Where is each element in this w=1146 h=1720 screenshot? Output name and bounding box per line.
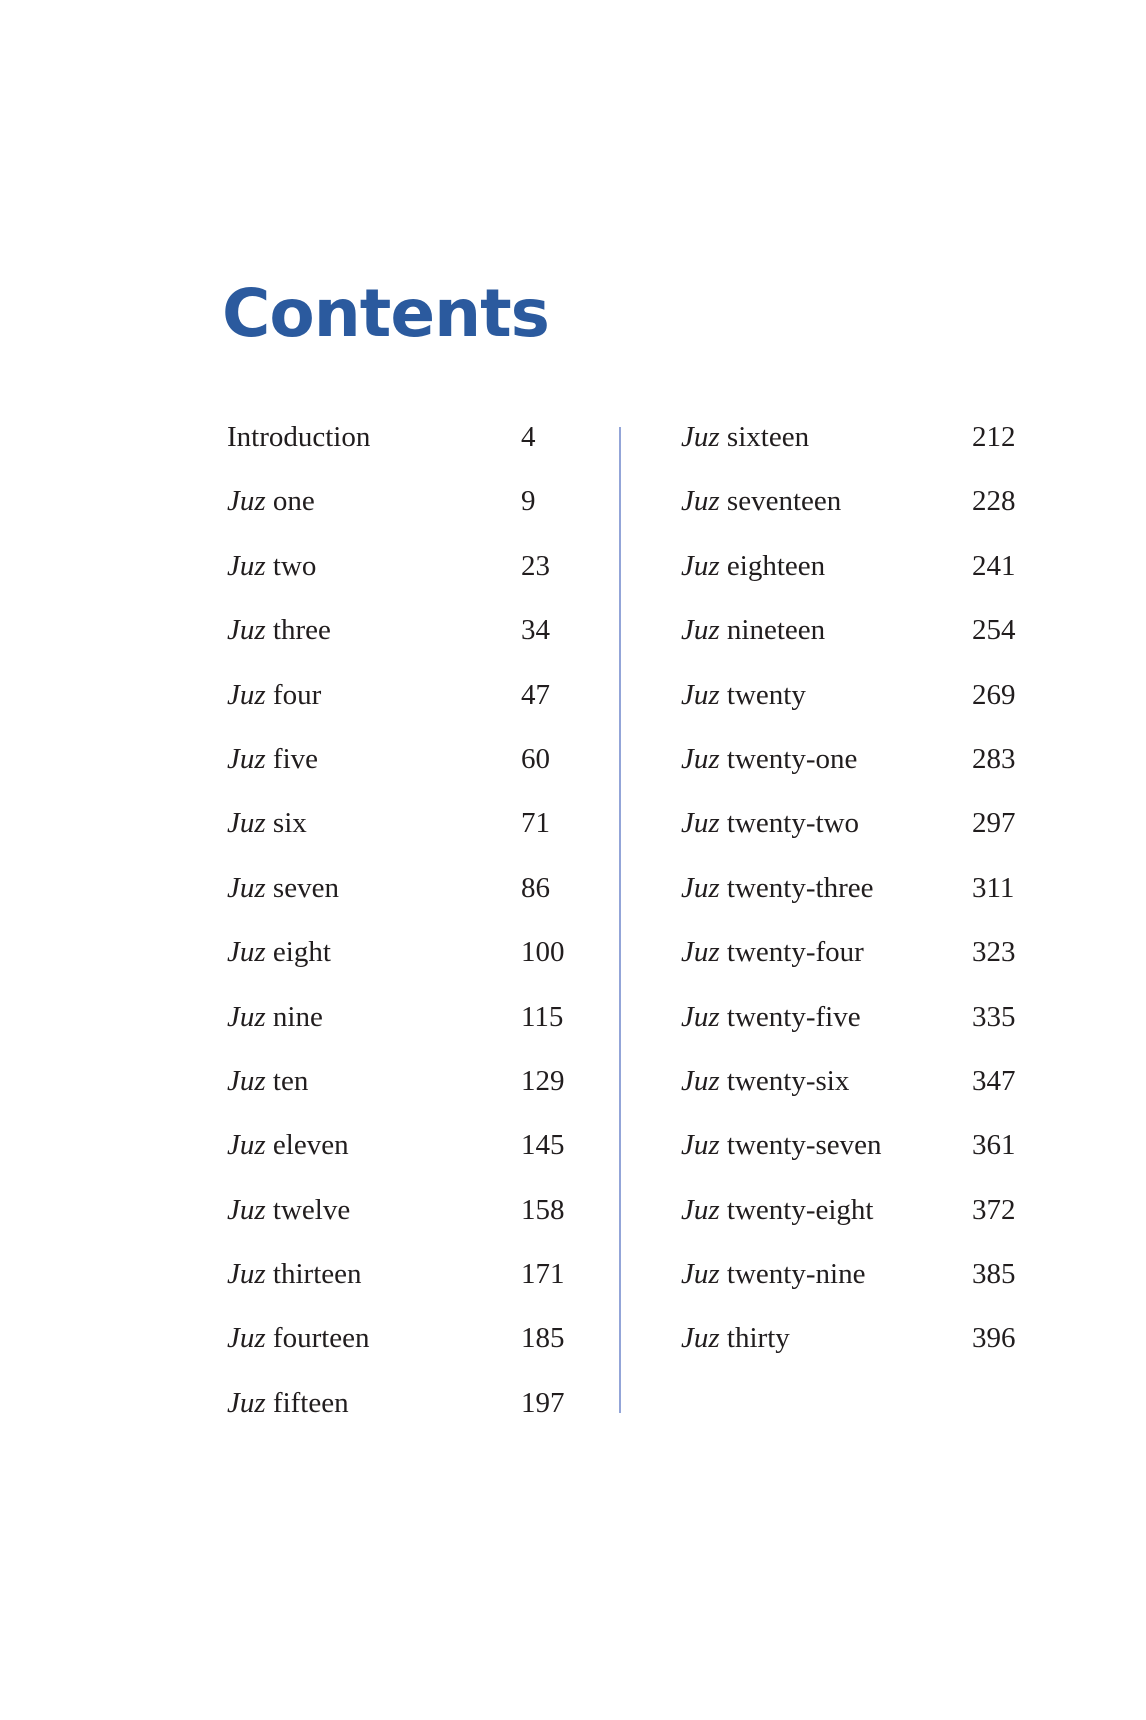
toc-entry — [227, 1371, 647, 1435]
toc-entry — [681, 1306, 1101, 1370]
toc-entry — [227, 791, 647, 855]
juz-italic-prefix: Juz — [227, 614, 266, 647]
juz-italic-prefix: Juz — [227, 742, 266, 775]
toc-entry-label: Juz nine — [227, 1000, 323, 1033]
juz-italic-prefix: Juz — [227, 936, 266, 969]
toc-entry — [681, 920, 1101, 984]
toc-entry — [227, 1178, 647, 1242]
toc-entry-page-number: 385 — [972, 1258, 1016, 1291]
toc-entry — [227, 405, 647, 469]
toc-entry-label: Juz eighteen — [681, 549, 826, 582]
toc-entry — [227, 598, 647, 662]
juz-italic-prefix: Juz — [227, 871, 266, 904]
toc-entry — [227, 1113, 647, 1177]
toc-entry — [681, 727, 1101, 791]
toc-entry — [227, 663, 647, 727]
toc-entry-page-number: 158 — [521, 1193, 565, 1226]
toc-entry-label: Juz four — [227, 678, 322, 711]
toc-entry-label: Juz six — [227, 807, 307, 840]
toc-entry-label: Juz twenty-five — [681, 1000, 861, 1033]
toc-entry-page-number: 100 — [521, 936, 565, 969]
toc-entry-page-number: 297 — [972, 807, 1016, 840]
toc-entry — [681, 469, 1101, 533]
juz-italic-prefix: Juz — [227, 1258, 266, 1291]
toc-entry-label: Juz two — [227, 549, 317, 582]
toc-column-left — [227, 405, 647, 1435]
toc-entry-label: Juz twenty-eight — [681, 1193, 874, 1226]
page-title: Contents — [222, 275, 549, 352]
toc-column-right — [681, 405, 1101, 1371]
toc-entry — [681, 856, 1101, 920]
juz-italic-prefix: Juz — [681, 1000, 720, 1033]
toc-entry-page-number: 129 — [521, 1064, 565, 1097]
juz-italic-prefix: Juz — [681, 549, 720, 582]
toc-entry — [227, 727, 647, 791]
toc-entry — [681, 1242, 1101, 1306]
toc-entry-page-number: 396 — [972, 1322, 1016, 1355]
toc-entry-page-number: 23 — [521, 549, 550, 582]
toc-entry — [681, 663, 1101, 727]
juz-italic-prefix: Juz — [227, 678, 266, 711]
toc-entry-label: Juz twenty-two — [681, 807, 860, 840]
toc-entry-page-number: 283 — [972, 742, 1016, 775]
juz-italic-prefix: Juz — [681, 807, 720, 840]
juz-italic-prefix: Juz — [681, 936, 720, 969]
toc-entry-label: Juz ten — [227, 1064, 309, 1097]
toc-entry-page-number: 171 — [521, 1258, 565, 1291]
toc-entry — [227, 1306, 647, 1370]
toc-entry-page-number: 254 — [972, 614, 1016, 647]
toc-entry-page-number: 71 — [521, 807, 550, 840]
toc-entry-page-number: 335 — [972, 1000, 1016, 1033]
toc-entry — [227, 985, 647, 1049]
toc-entry-page-number: 228 — [972, 485, 1016, 518]
toc-entry-page-number: 197 — [521, 1386, 565, 1419]
juz-italic-prefix: Juz — [681, 1064, 720, 1097]
toc-entry — [681, 1049, 1101, 1113]
toc-entry-label: Juz fourteen — [227, 1322, 370, 1355]
toc-entry-label: Juz thirty — [681, 1322, 790, 1355]
juz-italic-prefix: Juz — [227, 1000, 266, 1033]
juz-italic-prefix: Juz — [681, 871, 720, 904]
juz-italic-prefix: Juz — [681, 1129, 720, 1162]
toc-entry-page-number: 47 — [521, 678, 550, 711]
toc-entry — [227, 1049, 647, 1113]
toc-entry — [681, 598, 1101, 662]
toc-entry-label: Juz twenty-one — [681, 742, 858, 775]
toc-entry-page-number: 86 — [521, 871, 550, 904]
juz-italic-prefix: Juz — [227, 1193, 266, 1226]
toc-entry-page-number: 323 — [972, 936, 1016, 969]
toc-entry-label: Juz eight — [227, 936, 331, 969]
juz-italic-prefix: Juz — [227, 807, 266, 840]
toc-entry-label: Juz thirteen — [227, 1258, 362, 1291]
toc-entry — [681, 405, 1101, 469]
toc-entry-label: Juz twenty — [681, 678, 806, 711]
toc-entry — [227, 920, 647, 984]
toc-entry-label: Juz eleven — [227, 1129, 349, 1162]
toc-entry-page-number: 241 — [972, 549, 1016, 582]
juz-italic-prefix: Juz — [227, 549, 266, 582]
toc-entry-page-number: 60 — [521, 742, 550, 775]
toc-entry-label: Juz twelve — [227, 1193, 351, 1226]
toc-entry — [681, 1178, 1101, 1242]
juz-italic-prefix: Juz — [681, 485, 720, 518]
juz-italic-prefix: Juz — [227, 1322, 266, 1355]
juz-italic-prefix: Juz — [681, 1193, 720, 1226]
toc-entry-label: Introduction — [227, 421, 371, 453]
juz-italic-prefix: Juz — [227, 1386, 266, 1419]
toc-entry-label: Juz three — [227, 614, 331, 647]
juz-italic-prefix: Juz — [681, 1258, 720, 1291]
toc-entry-label: Juz one — [227, 485, 315, 518]
toc-entry — [681, 534, 1101, 598]
toc-entry-page-number: 115 — [521, 1000, 564, 1033]
toc-entry-page-number: 4 — [521, 421, 536, 453]
toc-entry-label: Juz twenty-nine — [681, 1258, 866, 1291]
toc-entry — [227, 856, 647, 920]
toc-entry-page-number: 9 — [521, 485, 536, 518]
toc-entry — [681, 1113, 1101, 1177]
toc-entry-label: Juz sixteen — [681, 421, 810, 453]
juz-italic-prefix: Juz — [681, 421, 720, 453]
toc-entry-label: Juz seven — [227, 871, 339, 904]
juz-italic-prefix: Juz — [681, 1322, 720, 1355]
juz-italic-prefix: Juz — [681, 614, 720, 647]
toc-entry-page-number: 311 — [972, 871, 1015, 904]
toc-entry — [227, 534, 647, 598]
toc-entry-page-number: 34 — [521, 614, 550, 647]
juz-italic-prefix: Juz — [227, 485, 266, 518]
juz-italic-prefix: Juz — [227, 1129, 266, 1162]
toc-entry — [227, 469, 647, 533]
toc-entry-label: Juz fifteen — [227, 1386, 349, 1419]
toc-entry — [227, 1242, 647, 1306]
toc-entry — [681, 985, 1101, 1049]
toc-entry-page-number: 269 — [972, 678, 1016, 711]
toc-entry-page-number: 185 — [521, 1322, 565, 1355]
toc-entry-label: Juz seventeen — [681, 485, 842, 518]
juz-italic-prefix: Juz — [227, 1064, 266, 1097]
toc-entry-page-number: 145 — [521, 1129, 565, 1162]
toc-entry-label: Juz twenty-three — [681, 871, 874, 904]
toc-entry-page-number: 372 — [972, 1193, 1016, 1226]
toc-entry-label: Juz nineteen — [681, 614, 826, 647]
toc-entry-page-number: 212 — [972, 421, 1016, 453]
toc-entry-page-number: 347 — [972, 1064, 1016, 1097]
toc-entry-label: Juz twenty-six — [681, 1064, 850, 1097]
juz-italic-prefix: Juz — [681, 742, 720, 775]
toc-entry-label: Juz twenty-four — [681, 936, 864, 969]
toc-entry-label: Juz twenty-seven — [681, 1129, 882, 1162]
toc-entry-label: Juz five — [227, 742, 319, 775]
toc-entry-page-number: 361 — [972, 1129, 1016, 1162]
juz-italic-prefix: Juz — [681, 678, 720, 711]
toc-entry — [681, 791, 1101, 855]
